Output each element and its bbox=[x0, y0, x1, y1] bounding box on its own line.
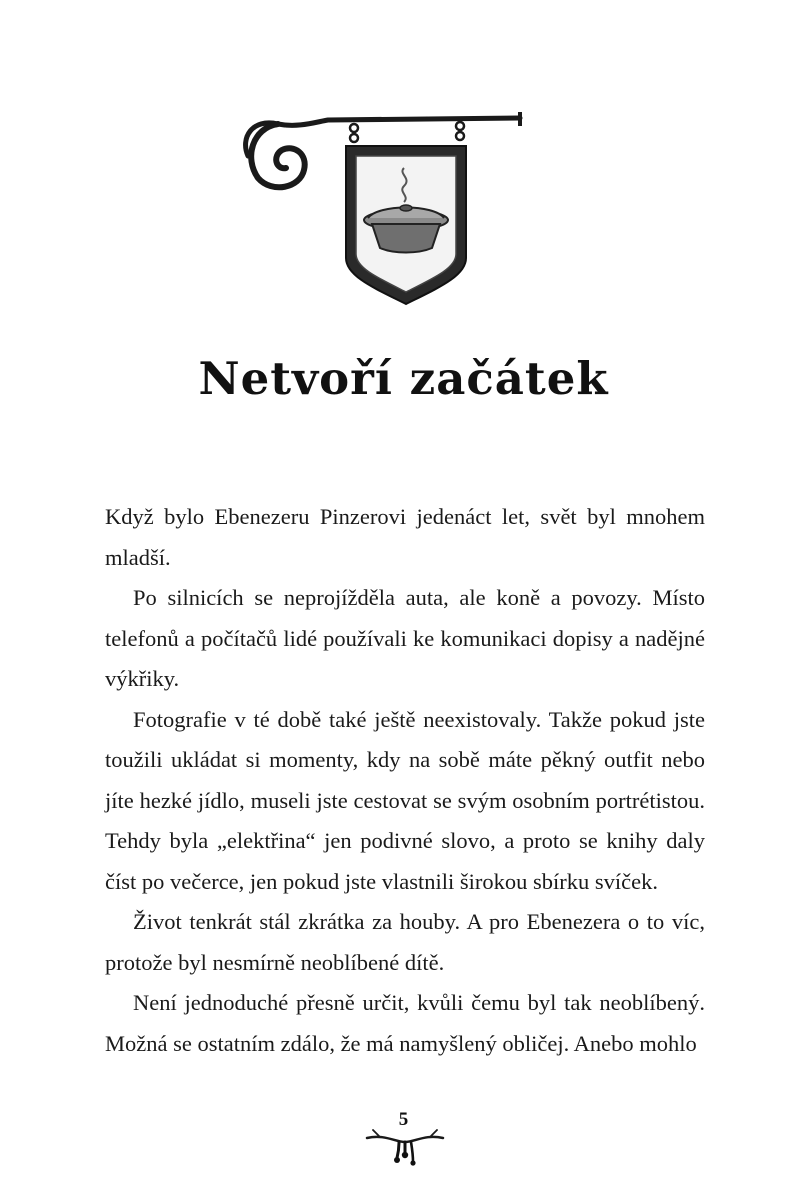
paragraph: Není jednoduché přesně určit, kvůli čemu byl tak neoblíbený. Možná se ostatním zdálo, že má namyšlený obličej. Anebo mohlo bbox=[105, 990, 705, 1056]
chapter-title: Netvoří začátek bbox=[198, 352, 609, 405]
dripping-branch-icon bbox=[365, 1128, 445, 1166]
paragraph: Fotografie v té době také ještě neexistovaly. Takže pokud jste toužili ukládat si momenty, kdy na sobě máte pěkný outfit nebo jíte hezké jídlo, museli jste cestovat se svým osobním portrétistou. Tehdy byla „elektřina“ jen podivné slovo, a proto se knihy daly číst po večerce, jen pokud jste vlastnili širokou sbírku svíček. bbox=[105, 706, 705, 894]
paragraph: Když bylo Ebenezeru Pinzerovi jedenáct let, svět byl mnohem mladší. bbox=[105, 504, 705, 570]
paragraph: Život tenkrát stál zkrátka za houby. A pro Ebenezera o to víc, protože byl nesmírně neoblíbené dítě. bbox=[105, 909, 705, 975]
paragraph: Po silnicích se neprojížděla auta, ale koně a povozy. Místo telefonů a počítačů lidé používali ke komunikaci dopisy a nadějné výkřiky. bbox=[105, 585, 705, 691]
page-number: 5 bbox=[398, 1109, 409, 1130]
chapter-body bbox=[105, 497, 705, 1064]
hanging-sign-icon bbox=[238, 108, 528, 313]
chapter-illustration bbox=[238, 108, 528, 313]
footer-ornament bbox=[365, 1128, 445, 1166]
